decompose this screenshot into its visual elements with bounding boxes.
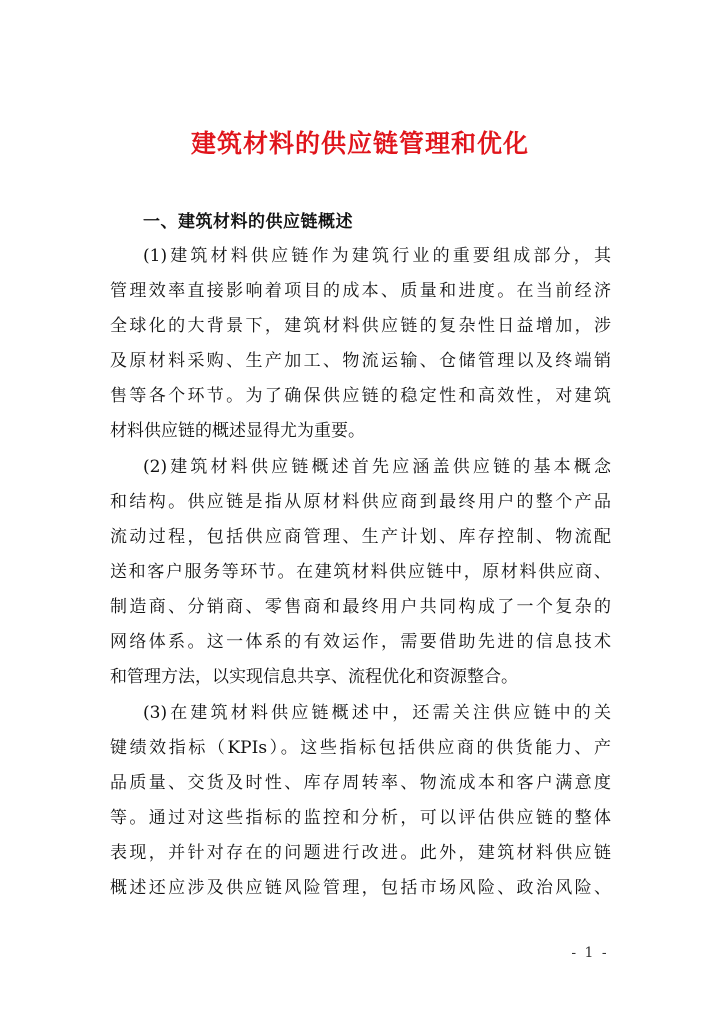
paragraph-line: 和结构。供应链是指从原材料供应商到最终用户的整个产品 (110, 492, 611, 512)
section-heading: 一、建筑材料的供应链概述 (143, 212, 353, 232)
page-number: - 1 - (571, 945, 609, 961)
paragraph-line: 售等各个环节。为了确保供应链的稳定性和高效性，对建筑 (110, 386, 611, 406)
paragraph-line: 制造商、分销商、零售商和最终用户共同构成了一个复杂的 (110, 597, 611, 617)
paragraph-line: 送和客户服务等环节。在建筑材料供应链中，原材料供应商、 (110, 562, 611, 582)
paragraph-line: 概述还应涉及供应链风险管理，包括市场风险、政治风险、 (110, 878, 611, 898)
paragraph-line: 键绩效指标（KPIs）。这些指标包括供应商的供货能力、产 (110, 738, 611, 758)
paragraph-line: 材料供应链的概述显得尤为重要。 (110, 421, 365, 441)
paragraph-line: 网络体系。这一体系的有效运作，需要借助先进的信息技术 (110, 632, 611, 652)
paragraph-line: (3)在建筑材料供应链概述中，还需关注供应链中的关 (143, 703, 611, 723)
paragraph-line: 管理效率直接影响着项目的成本、质量和进度。在当前经济 (110, 281, 611, 301)
paragraph-line: 品质量、交货及时性、库存周转率、物流成本和客户满意度 (110, 773, 611, 793)
paragraph-line: 及原材料采购、生产加工、物流运输、仓储管理以及终端销 (110, 351, 611, 371)
paragraph-line: (2)建筑材料供应链概述首先应涵盖供应链的基本概念 (143, 457, 611, 477)
document-title: 建筑材料的供应链管理和优化 (190, 129, 529, 158)
paragraph-line: 等。通过对这些指标的监控和分析，可以评估供应链的整体 (110, 808, 611, 828)
paragraph-line: 表现，并针对存在的问题进行改进。此外，建筑材料供应链 (110, 843, 611, 863)
paragraph-line: 流动过程，包括供应商管理、生产计划、库存控制、物流配 (110, 527, 611, 547)
paragraph-line: 全球化的大背景下，建筑材料供应链的复杂性日益增加，涉 (110, 316, 611, 336)
paragraph-line: 和管理方法，以实现信息共享、流程优化和资源整合。 (110, 667, 518, 687)
paragraph-line: (1)建筑材料供应链作为建筑行业的重要组成部分，其 (143, 246, 611, 266)
